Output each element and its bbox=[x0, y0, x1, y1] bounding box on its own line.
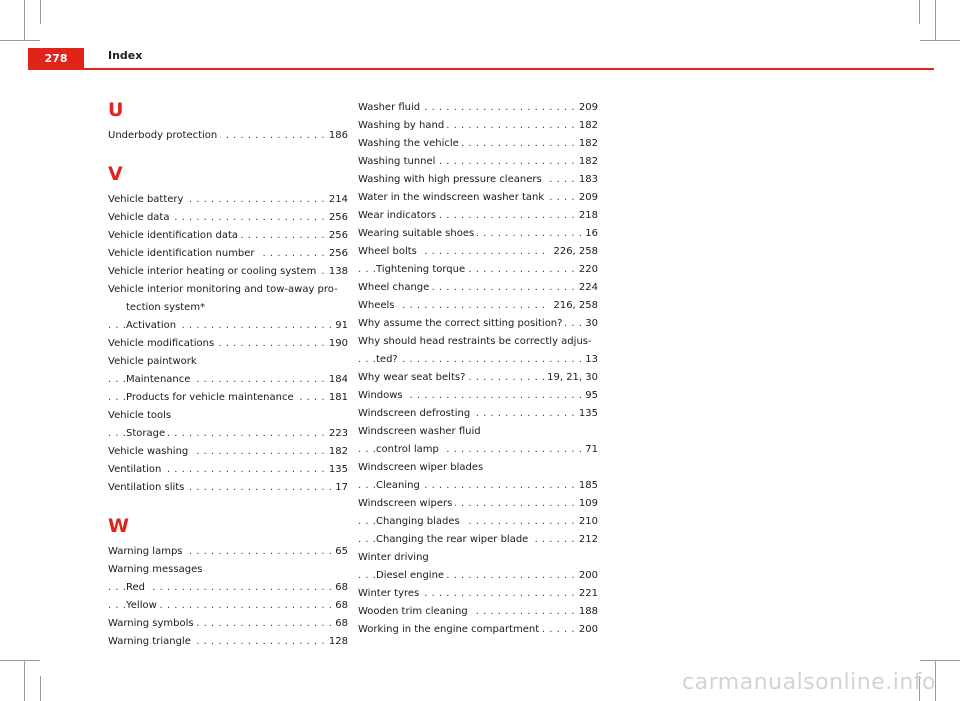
entry-label: Vehicle modifications bbox=[108, 338, 217, 349]
entry-page: 218 bbox=[576, 207, 598, 225]
index-entry bbox=[358, 405, 598, 423]
entry-label: Vehicle washing bbox=[108, 446, 191, 457]
entry-page: 190 bbox=[326, 335, 348, 353]
entry-label: Cleaning bbox=[376, 480, 423, 491]
entry-page: 182 bbox=[576, 153, 598, 171]
index-heading: Windscreen washer fluid bbox=[358, 426, 481, 437]
page-number: 278 bbox=[28, 48, 84, 68]
entry-label: ted? bbox=[376, 354, 401, 365]
entry-page: 212 bbox=[576, 531, 598, 549]
entry-page: 184 bbox=[326, 371, 348, 389]
crop-mark bbox=[0, 660, 40, 661]
entry-label: Underbody protection bbox=[108, 130, 220, 141]
entry-label: Washer fluid bbox=[358, 102, 423, 113]
index-entry bbox=[108, 263, 348, 281]
entry-page: 135 bbox=[326, 461, 348, 479]
entry-label: Wheels bbox=[358, 300, 398, 311]
entry-page: 71 bbox=[582, 441, 598, 459]
index-entry bbox=[358, 189, 598, 207]
entry-page: 210 bbox=[576, 513, 598, 531]
entry-label: Water in the windscreen washer tank bbox=[358, 192, 547, 203]
index-subentry bbox=[358, 441, 598, 459]
entry-label: Why wear seat belts? bbox=[358, 372, 468, 383]
entry-label: Wheel bolts bbox=[358, 246, 420, 257]
index-entry bbox=[358, 153, 598, 171]
index-subentry bbox=[358, 351, 598, 369]
entry-page: 19, 21, 30 bbox=[544, 369, 598, 387]
entry-page: 95 bbox=[582, 387, 598, 405]
index-column-left bbox=[108, 99, 348, 651]
entry-page: 68 bbox=[332, 615, 348, 633]
entry-page: 200 bbox=[576, 567, 598, 585]
index-letter: V bbox=[108, 163, 123, 185]
index-subentry bbox=[358, 567, 598, 585]
index-entry bbox=[108, 543, 348, 561]
entry-page: 256 bbox=[326, 245, 348, 263]
index-entry bbox=[108, 461, 348, 479]
entry-label: Wear indicators bbox=[358, 210, 439, 221]
index-entry bbox=[108, 479, 348, 497]
index-subentry bbox=[358, 531, 598, 549]
entry-label: Windscreen defrosting bbox=[358, 408, 473, 419]
crop-mark bbox=[935, 0, 936, 40]
entry-label: Warning symbols bbox=[108, 618, 197, 629]
entry-page: 138 bbox=[326, 263, 348, 281]
entry-page: 226, 258 bbox=[550, 243, 598, 261]
index-entry bbox=[358, 621, 598, 639]
index-heading: Vehicle paintwork bbox=[108, 356, 197, 367]
index-entry bbox=[358, 369, 598, 387]
entry-page: 209 bbox=[576, 189, 598, 207]
entry-page: 16 bbox=[582, 225, 598, 243]
entry-label: Diesel engine bbox=[376, 570, 447, 581]
index-heading: Windscreen wiper blades bbox=[358, 462, 484, 473]
index-entry bbox=[358, 225, 598, 243]
index-entry bbox=[108, 615, 348, 633]
entry-page: 221 bbox=[576, 585, 598, 603]
index-subentry bbox=[108, 425, 348, 443]
entry-label: Changing blades bbox=[376, 516, 463, 527]
crop-mark bbox=[40, 676, 41, 701]
header-rule bbox=[28, 68, 934, 70]
entry-page: 200 bbox=[576, 621, 598, 639]
index-subentry bbox=[108, 389, 348, 407]
index-entry bbox=[358, 585, 598, 603]
entry-label: Products for vehicle maintenance bbox=[126, 392, 297, 403]
index-entry bbox=[108, 127, 348, 145]
entry-page: 216, 258 bbox=[550, 297, 598, 315]
entry-label: Vehicle interior heating or cooling system bbox=[108, 266, 319, 277]
entry-label: Why assume the correct sitting position? bbox=[358, 318, 565, 329]
entry-label: Windscreen wipers bbox=[358, 498, 455, 509]
index-entry bbox=[358, 207, 598, 225]
entry-label: Vehicle battery bbox=[108, 194, 186, 205]
index-entry bbox=[358, 315, 598, 333]
index-heading: Warning messages bbox=[108, 564, 203, 575]
index-entry bbox=[358, 387, 598, 405]
index-subentry bbox=[358, 477, 598, 495]
entry-page: 185 bbox=[576, 477, 598, 495]
entry-label: Activation bbox=[126, 320, 179, 331]
entry-label: Wooden trim cleaning bbox=[358, 606, 471, 617]
index-entry bbox=[108, 443, 348, 461]
entry-page: 214 bbox=[326, 191, 348, 209]
index-heading: Winter driving bbox=[358, 552, 429, 563]
index-column-right bbox=[358, 99, 598, 639]
index-subentry bbox=[358, 261, 598, 279]
entry-page: 68 bbox=[332, 579, 348, 597]
entry-label: Vehicle identification number bbox=[108, 248, 258, 259]
entry-page: 209 bbox=[576, 99, 598, 117]
entry-label: Washing with high pressure cleaners bbox=[358, 174, 545, 185]
watermark: carmanualsonline.info bbox=[682, 670, 936, 695]
entry-label: Warning triangle bbox=[108, 636, 194, 647]
index-subentry bbox=[108, 579, 348, 597]
entry-label: Maintenance bbox=[126, 374, 193, 385]
entry-page: 109 bbox=[576, 495, 598, 513]
index-entry bbox=[108, 191, 348, 209]
index-entry bbox=[108, 335, 348, 353]
entry-page: 65 bbox=[332, 543, 348, 561]
entry-page: 135 bbox=[576, 405, 598, 423]
entry-page: 91 bbox=[332, 317, 348, 335]
entry-label: Windows bbox=[358, 390, 406, 401]
entry-page: 186 bbox=[326, 127, 348, 145]
index-gap bbox=[108, 497, 348, 515]
index-entry bbox=[358, 171, 598, 189]
index-letter: U bbox=[108, 99, 124, 121]
index-entry bbox=[108, 633, 348, 651]
entry-label: Tightening torque bbox=[376, 264, 468, 275]
entry-label: control lamp bbox=[376, 444, 442, 455]
entry-page: 128 bbox=[326, 633, 348, 651]
entry-label: Ventilation bbox=[108, 464, 164, 475]
entry-label: Storage bbox=[126, 428, 168, 439]
index-heading: Vehicle interior monitoring and tow-away pro-tection system* bbox=[108, 284, 338, 313]
index-entry bbox=[358, 243, 598, 261]
entry-label: Washing the vehicle bbox=[358, 138, 462, 149]
crop-mark bbox=[0, 40, 40, 41]
entry-page: 13 bbox=[582, 351, 598, 369]
entry-page: 182 bbox=[576, 117, 598, 135]
index-subentry bbox=[108, 371, 348, 389]
index-gap bbox=[108, 145, 348, 163]
crop-mark bbox=[920, 40, 960, 41]
index-entry bbox=[358, 279, 598, 297]
entry-page: 256 bbox=[326, 209, 348, 227]
index-entry bbox=[358, 297, 598, 315]
entry-page: 17 bbox=[332, 479, 348, 497]
entry-page: 30 bbox=[582, 315, 598, 333]
section-title: Index bbox=[108, 49, 143, 62]
entry-label: Ventilation slits bbox=[108, 482, 187, 493]
entry-label: Winter tyres bbox=[358, 588, 422, 599]
crop-mark bbox=[920, 660, 960, 661]
index-subentry bbox=[108, 597, 348, 615]
entry-page: 182 bbox=[326, 443, 348, 461]
index-entry bbox=[358, 495, 598, 513]
index-entry bbox=[358, 117, 598, 135]
index-entry bbox=[358, 99, 598, 117]
entry-label: Washing by hand bbox=[358, 120, 447, 131]
entry-label: Red bbox=[126, 582, 148, 593]
entry-page: 256 bbox=[326, 227, 348, 245]
entry-label: Wheel change bbox=[358, 282, 432, 293]
entry-label: Wearing suitable shoes bbox=[358, 228, 477, 239]
index-entry bbox=[358, 603, 598, 621]
entry-label: Washing tunnel bbox=[358, 156, 438, 167]
index-heading: Vehicle tools bbox=[108, 410, 172, 421]
entry-label: Vehicle identification data bbox=[108, 230, 241, 241]
index-entry bbox=[108, 209, 348, 227]
crop-mark bbox=[40, 0, 41, 24]
entry-label: Changing the rear wiper blade bbox=[376, 534, 531, 545]
entry-label: Vehicle data bbox=[108, 212, 172, 223]
entry-page: 220 bbox=[576, 261, 598, 279]
index-letter: W bbox=[108, 515, 129, 537]
entry-label: Warning lamps bbox=[108, 546, 186, 557]
index-entry bbox=[108, 227, 348, 245]
index-entry bbox=[358, 135, 598, 153]
index-heading: Why should head restraints be correctly adjus- bbox=[358, 336, 592, 347]
entry-page: 188 bbox=[576, 603, 598, 621]
crop-mark bbox=[919, 0, 920, 24]
entry-page: 182 bbox=[576, 135, 598, 153]
crop-mark bbox=[24, 660, 25, 701]
entry-page: 224 bbox=[576, 279, 598, 297]
entry-page: 68 bbox=[332, 597, 348, 615]
entry-page: 223 bbox=[326, 425, 348, 443]
crop-mark bbox=[24, 0, 25, 40]
entry-page: 183 bbox=[576, 171, 598, 189]
index-subentry bbox=[108, 317, 348, 335]
entry-page: 181 bbox=[326, 389, 348, 407]
index-subentry bbox=[358, 513, 598, 531]
entry-label: Yellow bbox=[126, 600, 160, 611]
entry-label: Working in the engine compartment bbox=[358, 624, 542, 635]
index-entry bbox=[108, 245, 348, 263]
